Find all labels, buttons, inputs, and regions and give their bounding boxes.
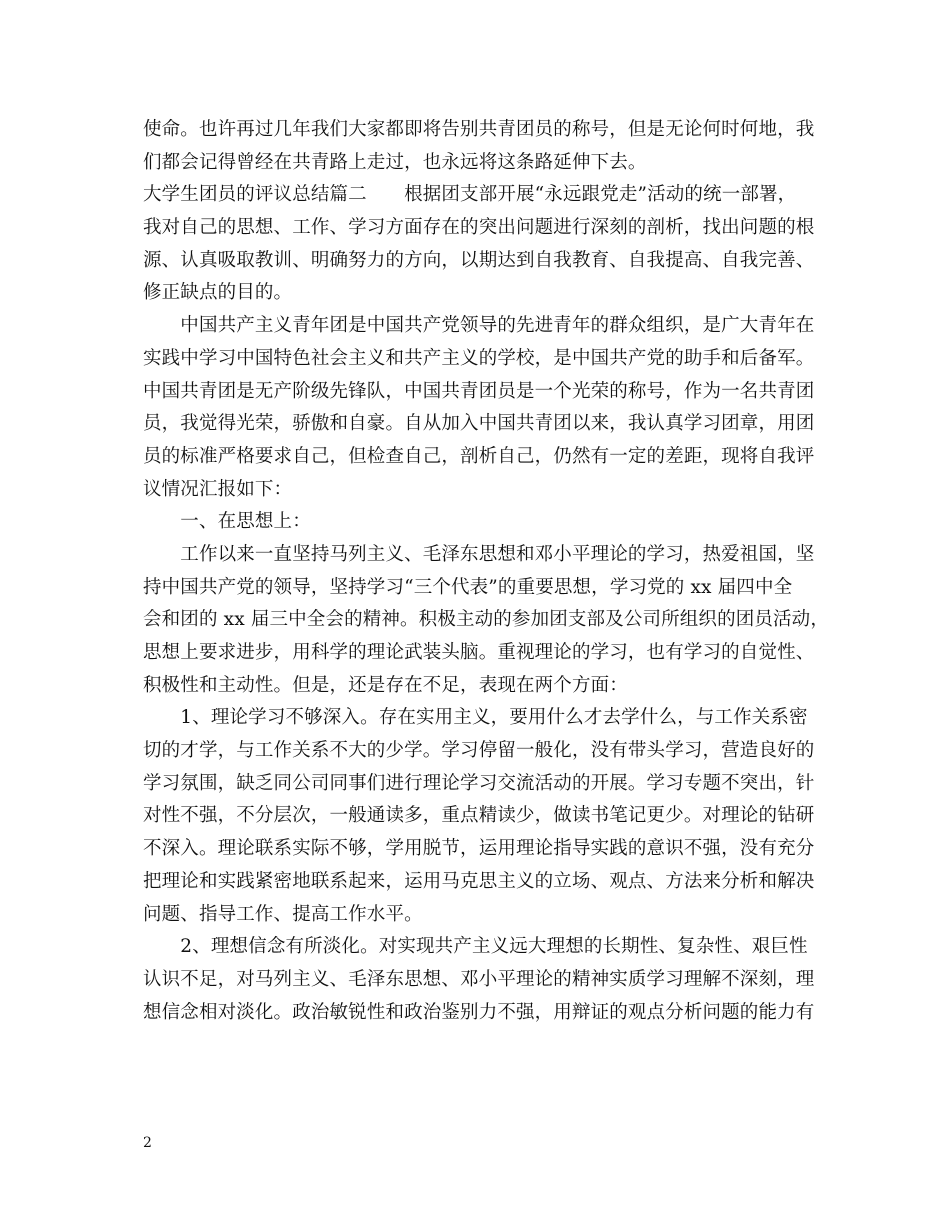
- text-line: 2、理想信念有所淡化。对实现共产主义远大理想的长期性、复杂性、艰巨性: [143, 936, 808, 958]
- text-line: 认识不足，对马列主义、毛泽东思想、邓小平理论的精神实质学习理解不深刻，理: [143, 968, 815, 990]
- text-line: 工作以来一直坚持马列主义、毛泽东思想和邓小平理论的学习，热爱祖国，坚: [143, 543, 815, 565]
- text-line: 员，我觉得光荣，骄傲和自豪。自从加入中国共青团以来，我认真学习团章，用团: [143, 413, 815, 435]
- text-line: 对性不强，不分层次，一般通读多，重点精读少，做读书笔记更少。对理论的钻研: [143, 805, 815, 827]
- subheading-line: 一、在思想上：: [143, 511, 311, 533]
- text-line: 把理论和实践紧密地联系起来，运用马克思主义的立场、观点、方法来分析和解决: [143, 870, 815, 892]
- text-line: 我对自己的思想、工作、学习方面存在的突出问题进行深刻的剖析，找出问题的根: [143, 217, 815, 239]
- text-line: 切的才学，与工作关系不大的少学。学习停留一般化，没有带头学习，营造良好的: [143, 740, 815, 762]
- text-line: 积极性和主动性。但是，还是存在不足，表现在两个方面：: [143, 674, 628, 696]
- section-heading-line: 大学生团员的评议总结篇二 根据团支部开展“永远跟党走”活动的统一部署，: [143, 184, 797, 206]
- text-line: 思想上要求进步，用科学的理论武装头脑。重视理论的学习，也有学习的自觉性、: [143, 642, 815, 663]
- text-line: 修正缺点的目的。: [143, 282, 293, 304]
- text-line: 中国共青团是无产阶级先锋队，中国共青团员是一个光荣的称号，作为一名共青团: [143, 380, 815, 402]
- text-line: 们都会记得曾经在共青路上走过，也永远将这条路延伸下去。: [143, 151, 647, 173]
- text-line: 1、理论学习不够深入。存在实用主义，要用什么才去学什么，与工作关系密: [143, 707, 808, 729]
- text-line: 会和团的 xx 届三中全会的精神。积极主动的参加团支部及公司所组织的团员活动，: [143, 609, 829, 631]
- text-line: 实践中学习中国特色社会主义和共产主义的学校，是中国共产党的助手和后备军。: [143, 347, 815, 369]
- page-number: 2: [143, 1135, 152, 1151]
- text-line: 想信念相对淡化。政治敏锐性和政治鉴别力不强，用辩证的观点分析问题的能力有: [143, 1001, 815, 1023]
- text-line: 问题、指导工作、提高工作水平。: [143, 903, 423, 925]
- text-line: 使命。也许再过几年我们大家都即将告别共青团员的称号，但是无论何时何地，我: [143, 119, 815, 140]
- text-line: 源、认真吸取教训、明确努力的方向，以期达到自我教育、自我提高、自我完善、: [143, 249, 815, 271]
- text-line: 员的标准严格要求自己，但检查自己，剖析自己，仍然有一定的差距，现将自我评: [143, 445, 815, 467]
- text-line: 学习氛围，缺乏同公司同事们进行理论学习交流活动的开展。学习专题不突出，针: [143, 772, 815, 794]
- text-line: 持中国共产党的领导，坚持学习“三个代表”的重要思想，学习党的 xx 届四中全: [143, 576, 793, 598]
- text-line: 不深入。理论联系实际不够，学用脱节，运用理论指导实践的意识不强，没有充分: [143, 838, 815, 860]
- body-text: [143, 114, 829, 1029]
- text-line: 中国共产主义青年团是中国共产党领导的先进青年的群众组织，是广大青年在: [143, 315, 815, 337]
- text-line: 议情况汇报如下：: [143, 478, 293, 500]
